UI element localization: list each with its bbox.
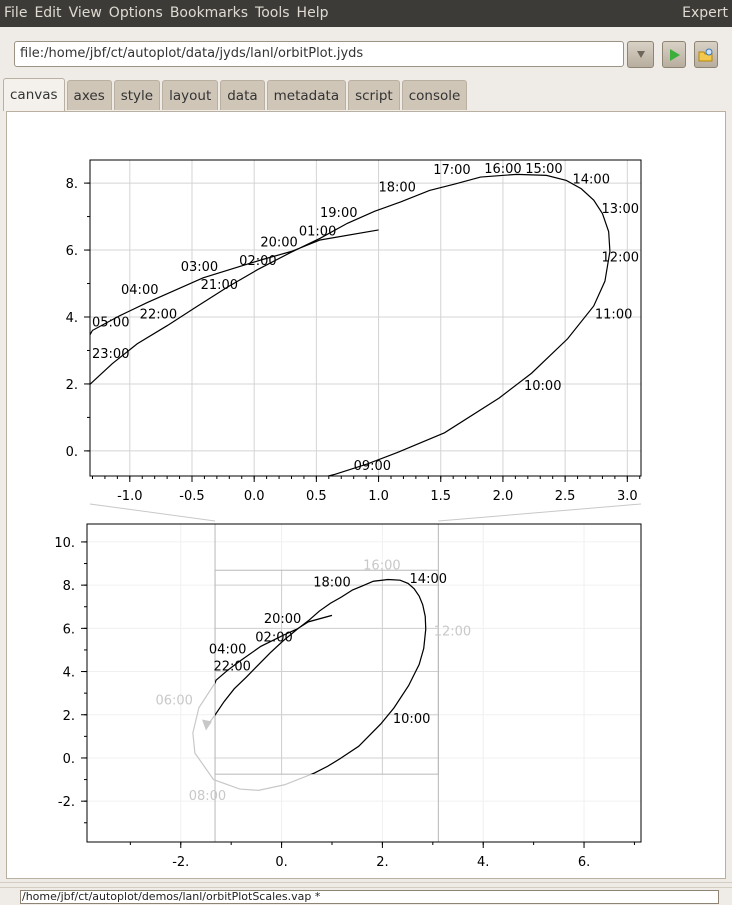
orbit-trace-outside bbox=[193, 580, 426, 791]
data-uri-input[interactable]: file:/home/jbf/ct/autoplot/data/jyds/lanl/orbitPlot.jyds bbox=[14, 41, 624, 67]
menu-tools[interactable]: Tools bbox=[255, 5, 290, 21]
hour-label: 02:00 bbox=[239, 254, 277, 270]
hour-label: 20:00 bbox=[260, 235, 298, 251]
hour-label: 18:00 bbox=[313, 575, 351, 591]
x-tick-label: 4. bbox=[477, 855, 490, 870]
hour-label: 10:00 bbox=[524, 378, 562, 394]
y-tick-label: 8. bbox=[62, 579, 75, 595]
menu-bookmarks[interactable]: Bookmarks bbox=[169, 5, 249, 21]
hour-label: 19:00 bbox=[320, 205, 358, 221]
hour-label: 11:00 bbox=[594, 307, 633, 323]
x-tick-label: 2.5 bbox=[554, 489, 576, 504]
hour-label: 02:00 bbox=[255, 630, 293, 646]
hour-label: 03:00 bbox=[180, 260, 219, 276]
y-tick-label: 6. bbox=[65, 244, 78, 260]
hour-label: 04:00 bbox=[208, 642, 247, 658]
hour-label: 18:00 bbox=[378, 180, 416, 196]
tab-layout[interactable]: layout bbox=[162, 80, 218, 110]
hour-label: 22:00 bbox=[213, 659, 251, 675]
x-tick-label: 3.0 bbox=[616, 489, 638, 504]
hour-label: 14:00 bbox=[572, 172, 610, 188]
zoom-connector-right bbox=[438, 504, 641, 521]
expert-mode-menu[interactable]: Expert bbox=[682, 5, 728, 21]
zoom-connector-left bbox=[90, 504, 215, 521]
plot-0 bbox=[35, 160, 641, 504]
hour-label: 10:00 bbox=[392, 712, 431, 728]
x-tick-label: 2. bbox=[376, 855, 389, 870]
tab-data[interactable]: data bbox=[220, 80, 264, 110]
hour-label: 23:00 bbox=[92, 346, 130, 362]
hour-label: 14:00 bbox=[409, 571, 448, 587]
hour-label: 01:00 bbox=[298, 224, 337, 240]
menu-help[interactable]: Help bbox=[296, 5, 329, 21]
tab-metadata[interactable]: metadata bbox=[267, 80, 346, 110]
hour-label: 15:00 bbox=[525, 162, 563, 177]
menu-options[interactable]: Options bbox=[108, 5, 163, 21]
y-tick-label: -2. bbox=[57, 795, 75, 811]
tab-console[interactable]: console bbox=[402, 80, 468, 110]
plot-1 bbox=[54, 524, 641, 870]
hour-label: 16:00 bbox=[484, 162, 522, 177]
orbit-trace bbox=[35, 174, 610, 501]
hour-label: 16:00 bbox=[363, 558, 401, 574]
hour-label: 08:00 bbox=[188, 788, 227, 804]
tab-script[interactable]: script bbox=[348, 80, 400, 110]
hour-label: 05:00 bbox=[92, 315, 130, 331]
tab-axes[interactable]: axes bbox=[67, 80, 112, 110]
x-tick-label: -1.0 bbox=[117, 489, 143, 504]
hour-labels bbox=[92, 162, 639, 474]
y-tick-label: 6. bbox=[62, 622, 75, 638]
y-tick-label: 8. bbox=[65, 177, 78, 193]
hour-label: 06:00 bbox=[155, 693, 193, 709]
hour-label: 13:00 bbox=[601, 201, 639, 217]
y-tick-label: 0. bbox=[65, 444, 78, 460]
divider bbox=[0, 882, 732, 888]
x-tick-label: 1.5 bbox=[430, 489, 452, 504]
y-tick-label: 10. bbox=[54, 535, 75, 551]
x-tick-label: 6. bbox=[577, 855, 591, 870]
hour-label: 17:00 bbox=[433, 163, 471, 179]
hour-label: 12:00 bbox=[433, 624, 472, 640]
menu-edit[interactable]: Edit bbox=[34, 5, 62, 21]
hour-label: 21:00 bbox=[200, 278, 239, 294]
y-tick-label: 2. bbox=[62, 708, 75, 724]
x-tick-label: 0.5 bbox=[306, 489, 327, 504]
hour-label: 09:00 bbox=[353, 459, 392, 474]
hour-label: 20:00 bbox=[263, 611, 302, 627]
x-tick-label: 1.0 bbox=[368, 489, 389, 504]
vap-file-path: /home/jbf/ct/autoplot/demos/lanl/orbitPlotScales.vap * bbox=[20, 890, 719, 904]
x-tick-label: 0.0 bbox=[243, 489, 265, 504]
x-tick-label: -2. bbox=[172, 855, 190, 870]
hour-label: 12:00 bbox=[601, 250, 639, 266]
x-tick-label: -0.5 bbox=[179, 489, 205, 504]
orbit-trace bbox=[193, 580, 426, 791]
hour-labels bbox=[155, 558, 471, 804]
y-tick-label: 2. bbox=[65, 377, 78, 393]
hour-label: 04:00 bbox=[121, 283, 159, 299]
tab-canvas[interactable]: canvas bbox=[3, 78, 65, 111]
menu-view[interactable]: View bbox=[68, 5, 102, 21]
y-tick-label: 4. bbox=[65, 310, 78, 326]
x-tick-label: 2.0 bbox=[492, 489, 514, 504]
x-tick-label: 0. bbox=[275, 855, 288, 870]
y-tick-label: 4. bbox=[62, 665, 75, 681]
hour-label: 22:00 bbox=[139, 307, 178, 323]
y-tick-label: 0. bbox=[62, 751, 75, 767]
menu-file[interactable]: File bbox=[4, 5, 28, 21]
tab-style[interactable]: style bbox=[114, 80, 160, 110]
